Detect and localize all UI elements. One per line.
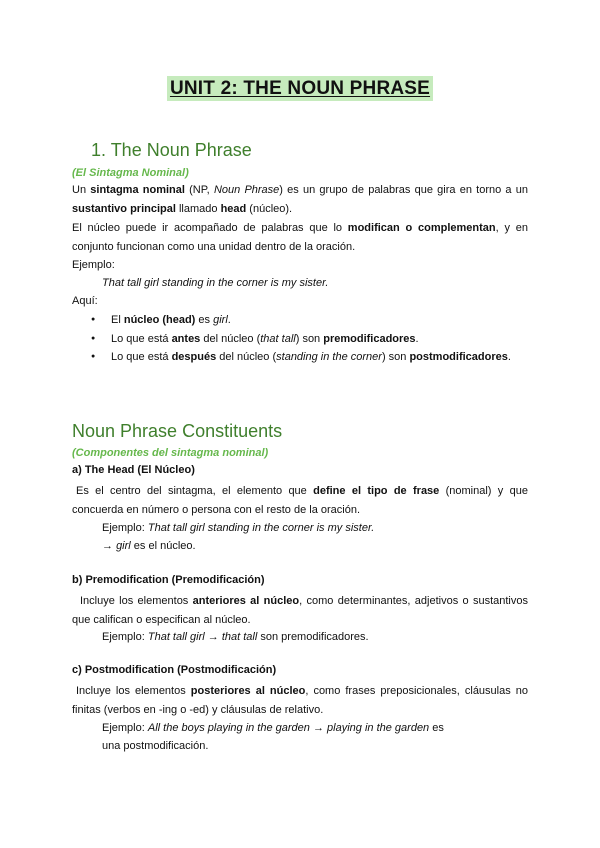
example-sentence: That tall girl standing in the corner is my sister. [102, 277, 329, 289]
paragraph-head: Es el centro del sintagma, el elemento que define el tipo de frase (nominal) y que concuerda en número o persona con el resto de la oración. [72, 485, 528, 516]
page-title: UNIT 2: THE NOUN PHRASE [167, 76, 433, 101]
paragraph-postmodification: Incluye los elementos posteriores al núcleo, como frases preposicionales, cláusulas no finitas (verbos en -ing o -ed) y cláusulas de relativo. [72, 685, 528, 716]
paragraph-premodification: Incluye los elementos anteriores al núcleo, como determinantes, adjetivos o sustantivos que califican o especifican al núcleo. [72, 595, 528, 626]
paragraph-definition: Un sintagma nominal (NP, Noun Phrase) es un grupo de palabras que gira en torno a un sustantivo principal llamado head (núcleo). [72, 184, 528, 215]
page-title-wrap [0, 76, 600, 101]
list-item: ● El núcleo (head) es girl. [91, 311, 528, 330]
example-head: Ejemplo: That tall girl standing in the corner is my sister. [102, 522, 375, 534]
section-heading-constituents: Noun Phrase Constituents [72, 421, 283, 441]
section-subtitle: (El Sintagma Nominal) [72, 167, 189, 179]
subsection-heading-postmodification: c) Postmodification (Postmodificación) [72, 664, 277, 676]
list-item: ● Lo que está después del núcleo (standing in the corner) son postmodificadores. [91, 348, 528, 367]
aqui-label: Aquí: [72, 295, 98, 307]
paragraph-nucleus: El núcleo puede ir acompañado de palabras que lo modifican o complementan, y en conjunto funcionan como una unidad dentro de la oración. [72, 222, 528, 253]
subsection-heading-head: a) The Head (El Núcleo) [72, 464, 195, 476]
example-head-result: → girl es el núcleo. [102, 540, 196, 552]
list-item: ● Lo que está antes del núcleo (that tall) son premodificadores. [91, 330, 528, 349]
example-postmodification-cont: una postmodificación. [102, 740, 209, 752]
example-postmodification: Ejemplo: All the boys playing in the garden → playing in the garden es [102, 722, 444, 734]
section-heading-noun-phrase: 1. The Noun Phrase [91, 140, 252, 160]
bullet-list [91, 311, 528, 367]
example-premodification: Ejemplo: That tall girl → that tall son premodificadores. [102, 631, 369, 643]
subsection-heading-premodification: b) Premodification (Premodificación) [72, 574, 265, 586]
section-subtitle: (Componentes del sintagma nominal) [72, 447, 269, 459]
example-label: Ejemplo: [72, 259, 115, 271]
